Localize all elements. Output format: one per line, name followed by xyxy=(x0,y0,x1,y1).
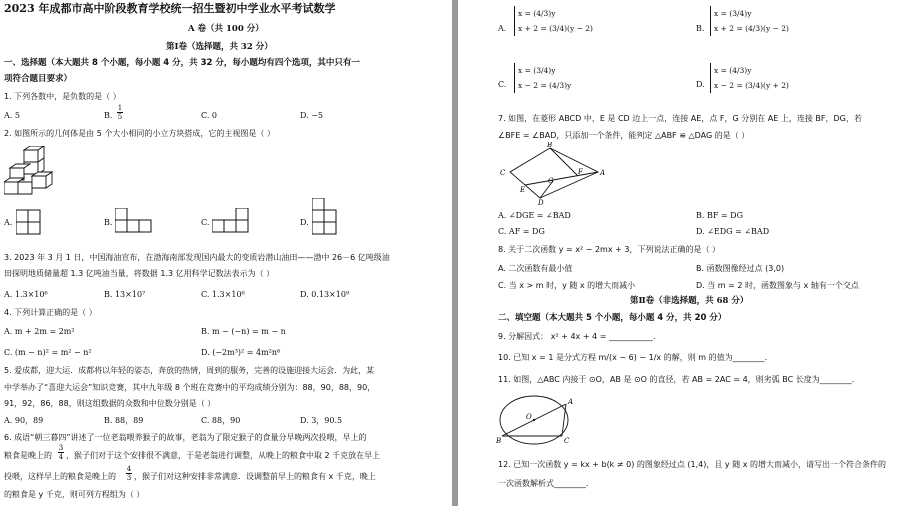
q6-option-a-eq2: x + 2 = (3/4)(y − 2) xyxy=(518,24,593,33)
q2-option-b-figure xyxy=(115,208,167,238)
exam-title: 2023 年成都市高中阶段教育学校统一招生暨初中学业水平考试数学 xyxy=(4,2,336,15)
q3-option-c: C. 1.3×10⁸ xyxy=(201,290,245,299)
q8-option-b: B. 函数图像经过点 (3,0) xyxy=(696,264,785,273)
q11-label-c: C xyxy=(564,437,570,445)
q11-label-a: A xyxy=(568,398,574,406)
q3-option-d: D. 0.13×10⁹ xyxy=(300,290,350,299)
q9-stem: 9. 分解因式： x² + 4x + 4 = ___________． xyxy=(498,332,661,341)
q6-stem-line3-a: 投喂，这样早上的粮食是晚上的 xyxy=(4,472,116,481)
q6-option-d-eq1: x = (4/3)y xyxy=(714,66,752,75)
q4-stem: 4. 下列计算正确的是（ ） xyxy=(4,308,97,317)
q5-stem-line1: 5. 爱成都，迎大运．成都将以年轻的姿态，奔放的热情，周到的服务，完善的设施迎接大运会．为此，某 xyxy=(4,366,375,375)
q5-stem-line3: 91，92，86，88，则这组数据的众数和中位数分别是（ ） xyxy=(4,399,216,408)
q6-option-d-eq2: x − 2 = (3/4)(y + 2) xyxy=(714,81,789,90)
q8-option-d: D. 当 m = 2 时，函数图象与 x 轴有一个交点 xyxy=(696,281,859,290)
q6-option-b-eq1: x = (3/4)y xyxy=(714,9,752,18)
q7-label-c: C xyxy=(500,169,506,177)
q6-option-a-label: A. xyxy=(498,24,507,33)
part-a-heading: A 卷（共 100 分） xyxy=(188,24,264,34)
q6-fraction2-numerator: 4 xyxy=(126,465,132,473)
q4-option-b: B. m − (−n) = m − n xyxy=(201,327,286,336)
q7-option-c: C. AF = DG xyxy=(498,227,545,236)
q3-option-a: A. 1.3×10⁶ xyxy=(4,290,48,299)
q4-option-d: D. (−2m³)² = 4m²n⁶ xyxy=(201,348,281,357)
right-page xyxy=(458,0,900,506)
q2-stem: 2. 如图所示的几何体是由 5 个大小相同的小立方块搭成，它的主视图是（ ） xyxy=(4,129,275,138)
q6-stem-line2-b: ，猴子们对于这个安排很不满意，于是老翁进行调整，从晚上的粮食中取 2 千克放在早上 xyxy=(66,451,381,460)
q7-label-e: E xyxy=(520,186,526,194)
q6-option-c-label: C. xyxy=(498,80,507,89)
q6-stem-line2-a: 粮食是晚上的 xyxy=(4,451,52,460)
q12-stem-line2: 一次函数解析式________． xyxy=(498,479,594,488)
q1-option-b-denominator: 5 xyxy=(117,113,123,121)
q1-option-d: D. −5 xyxy=(300,111,324,120)
q11-label-o: O xyxy=(526,413,532,421)
q2-option-a-label: A. xyxy=(4,218,13,227)
q4-option-a: A. m + 2m = 2m² xyxy=(4,327,75,336)
q4-option-c: C. (m − n)² = m² − n² xyxy=(4,348,92,357)
q2-option-d-figure xyxy=(312,198,352,238)
q3-stem-line2: 田探明地质储量超 1.3 亿吨油当量，将数据 1.3 亿用科学记数法表示为（ ） xyxy=(4,269,275,278)
q2-option-c-label: C. xyxy=(201,218,210,227)
q6-stem-line3-b: ，猴子们对这种安排非常满意．设调整前早上的粮食有 x 千克，晚上 xyxy=(134,472,376,481)
q6-stem-line1: 6. 成语“朝三暮四”讲述了一位老翁喂养猴子的故事，老翁为了限定猴子的食量分早晚两次投喂，早上的 xyxy=(4,433,367,442)
q6-option-b-label: B. xyxy=(696,24,705,33)
q6-stem-line4: 的粮食是 y 千克，则可列方程组为（ ） xyxy=(4,490,145,499)
section1-heading-cont: 项符合题目要求） xyxy=(4,74,73,84)
q2-option-a-figure xyxy=(16,200,52,240)
q11-circle-figure xyxy=(496,394,574,448)
q7-label-g: G xyxy=(548,177,554,185)
q6-option-c-eq2: x − 2 = (4/3)y xyxy=(518,81,572,90)
q7-option-a: A. ∠DGE = ∠BAD xyxy=(498,211,571,220)
q5-stem-line2: 中学举办了“喜迎大运会”知识竞赛，其中九年级 8 个班在竞赛中的平均成绩分别为：88，90，88，90， xyxy=(4,383,376,392)
q6-fraction1-denominator: 4 xyxy=(58,453,64,461)
section2-heading: 二、填空题（本大题共 5 个小题，每小题 4 分，共 20 分） xyxy=(498,313,727,323)
q6-option-b-eq2: x + 2 = (4/3)(y − 2) xyxy=(714,24,789,33)
q12-stem-line1: 12. 已知一次函数 y = kx + b(k ≠ 0) 的图象经过点 (1,4)，且 y 随 x 的增大而减小，请写出一个符合条件的 xyxy=(498,460,887,469)
section1-heading: 一、选择题（本大题共 8 个小题，每小题 4 分，共 32 分，每小题均有四个选项，其中只有一 xyxy=(4,58,360,68)
q6-fraction1-numerator: 3 xyxy=(58,444,64,452)
q7-label-b: B xyxy=(547,142,553,149)
q7-stem-line2: ∠BFE = ∠BAD，只添加一个条件，能判定 △ABF ≌ △DAG 的是（ ） xyxy=(498,131,750,140)
q8-stem: 8. 关于二次函数 y = x² − 2mx + 3，下列说法正确的是（ ） xyxy=(498,245,721,254)
q7-option-b: B. BF = DG xyxy=(696,211,743,220)
q1-option-a: A. 5 xyxy=(4,111,20,120)
q7-stem-line1: 7. 如图，在菱形 ABCD 中，E 是 CD 边上一点，连接 AE，点 F，G 分别在 AE 上，连接 BF，DG，若 xyxy=(498,114,862,123)
q7-rhombus-figure xyxy=(498,142,608,206)
q7-label-f: F xyxy=(578,168,583,176)
q1-option-b-numerator: 1 xyxy=(117,104,123,112)
q6-option-a-system xyxy=(514,6,593,36)
q6-option-b-system xyxy=(710,6,789,36)
q11-label-b: B xyxy=(496,437,502,445)
q8-option-c: C. 当 x > m 时，y 随 x 的增大而减小 xyxy=(498,281,636,290)
q6-fraction2-denominator: 3 xyxy=(126,474,132,482)
q5-option-a: A. 90，89 xyxy=(4,416,44,425)
q3-stem-line1: 3. 2023 年 3 月 1 日，中国海油宣布，在渤海南部发现国内最大的变质岩潜山油田——渤中 26－6 亿吨级油 xyxy=(4,253,390,262)
q5-option-d: D. 3，90.5 xyxy=(300,416,343,425)
q5-option-b: B. 88，89 xyxy=(104,416,144,425)
q11-stem: 11. 如图，△ABC 内接于 ⊙O，AB 是 ⊙O 的直径，若 AB = 2AC = 4，则劣弧 BC 长度为________． xyxy=(498,375,860,384)
q5-option-c: C. 88，90 xyxy=(201,416,241,425)
q8-option-a: A. 二次函数有最小值 xyxy=(498,264,573,273)
q6-option-d-system xyxy=(710,63,789,93)
volume2-heading: 第Ⅱ卷（非选择题，共 68 分） xyxy=(630,296,749,306)
q6-option-c-eq1: x = (3/4)y xyxy=(518,66,556,75)
q6-option-c-system xyxy=(514,63,571,93)
q2-solid-figure xyxy=(4,146,60,196)
q7-label-a: A xyxy=(600,169,606,177)
q2-option-d-label: D. xyxy=(300,218,309,227)
q7-label-d: D xyxy=(538,199,544,206)
q7-option-d: D. ∠EDG = ∠BAD xyxy=(696,227,770,236)
q1-option-b-label: B. xyxy=(104,111,113,120)
q10-stem: 10. 已知 x = 1 是分式方程 m/(x − 6) − 1/x 的解，则 m 的值为________． xyxy=(498,353,773,362)
q1-option-c: C. 0 xyxy=(201,111,218,120)
q1-stem: 1. 下列各数中，是负数的是（ ） xyxy=(4,92,121,101)
q6-option-d-label: D. xyxy=(696,80,705,89)
volume1-heading: 第Ⅰ卷（选择题，共 32 分） xyxy=(166,42,273,52)
q2-option-c-figure xyxy=(212,208,264,238)
q6-option-a-eq1: x = (4/3)y xyxy=(518,9,556,18)
q2-option-b-label: B. xyxy=(104,218,113,227)
q3-option-b: B. 13×10⁷ xyxy=(104,290,146,299)
